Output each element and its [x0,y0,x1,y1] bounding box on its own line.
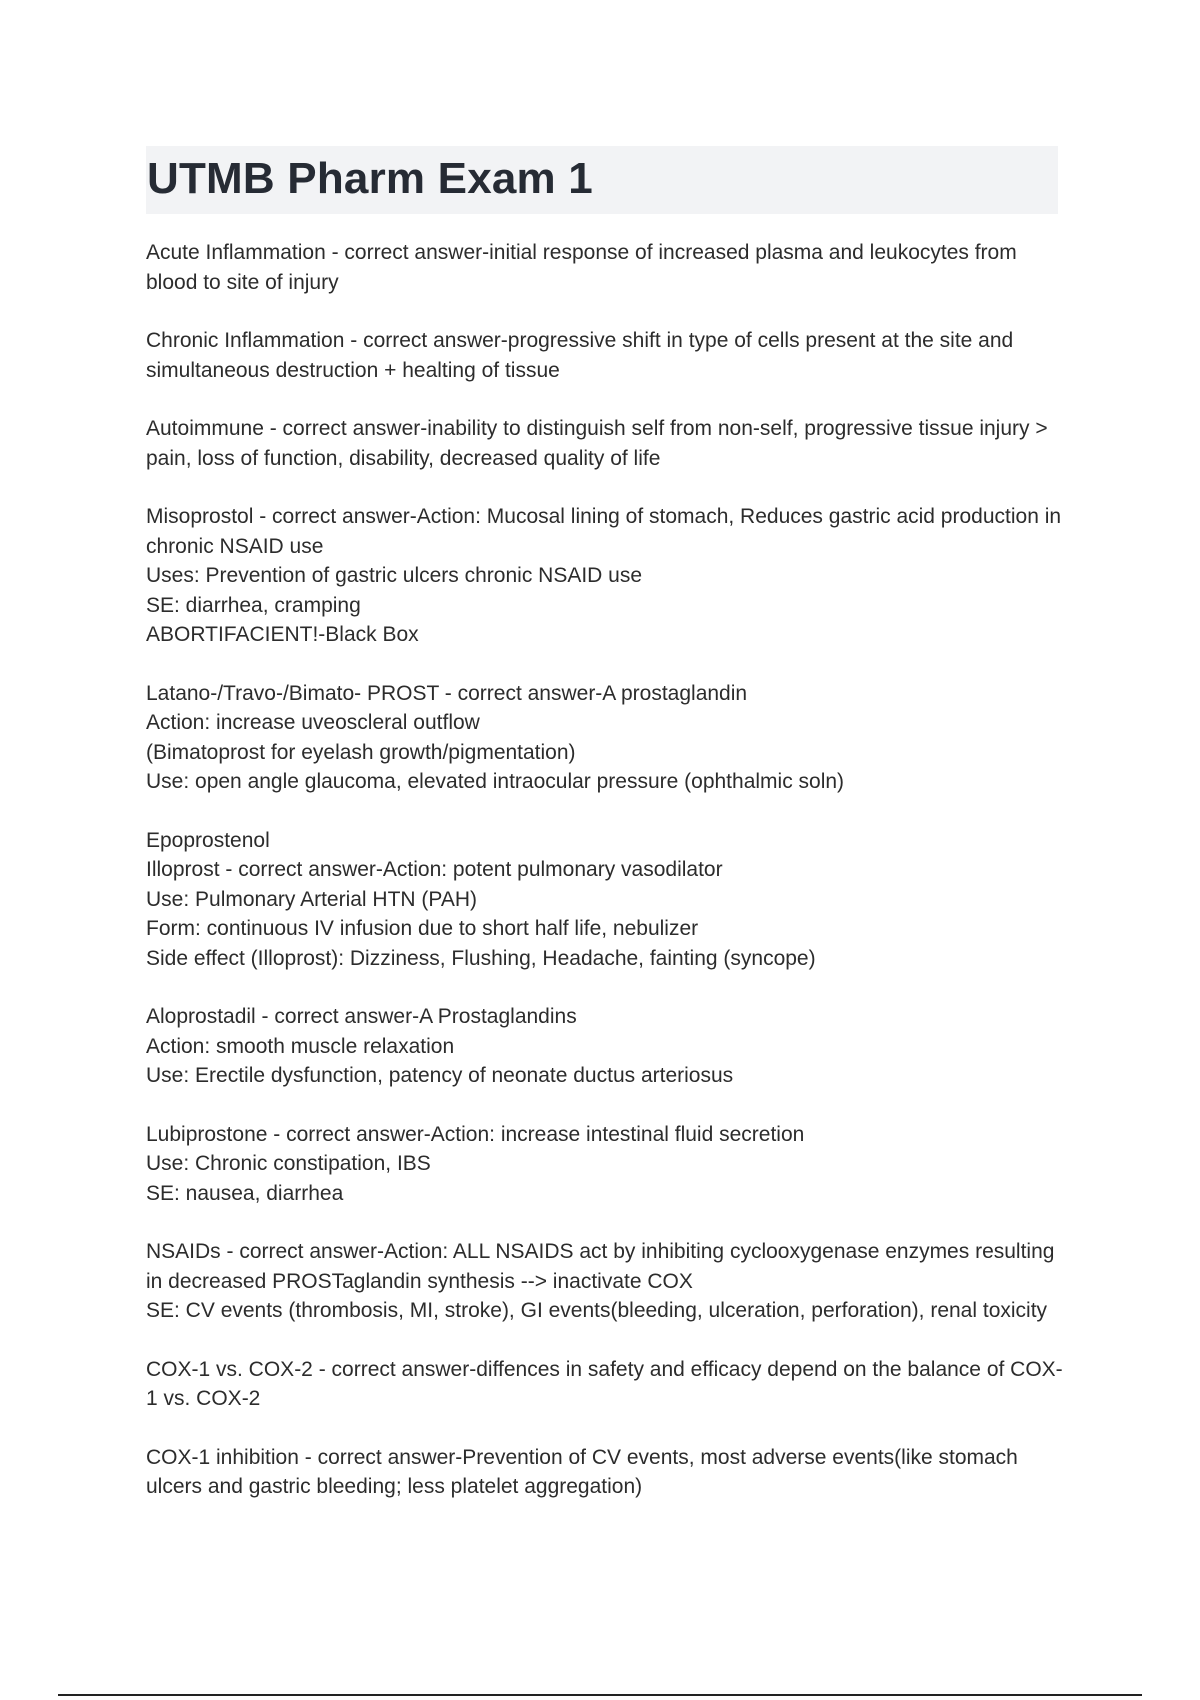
entry-line: (Bimatoprost for eyelash growth/pigmentation) [146,740,576,764]
term-entry-chronic-inflammation [146,326,1066,385]
entry-line: Uses: Prevention of gastric ulcers chronic NSAID use [146,564,643,587]
entry-line: Use: Chronic constipation, IBS [146,1152,431,1175]
entry-line: Misoprostol - correct answer-Action: Mucosal lining of stomach, Reduces gastric acid production in chronic NSAID use [146,505,1062,558]
entry-line: Epoprostenol [146,828,270,852]
entry-line: SE: diarrhea, cramping [146,593,361,617]
entry-line: Lubiprostone - correct answer-Action: increase intestinal fluid secretion [146,1122,805,1146]
term-entry-nsaids [146,1237,1066,1326]
entry-line: COX-1 inhibition - correct answer-Prevention of CV events, most adverse events(like stomach ulcers and gastric bleeding; less platelet aggregation) [146,1445,1018,1498]
entry-line: Chronic Inflammation - correct answer-progressive shift in type of cells present at the site and simultaneous destruction + healting of tissue [146,329,1014,382]
entry-line: Aloprostadil - correct answer-A Prostaglandins [146,1005,577,1028]
entry-line: Autoimmune - correct answer-inability to distinguish self from non-self, progressive tissue injury > pain, loss of function, disability, decreased quality of life [146,417,1048,470]
entry-line: Use: Erectile dysfunction, patency of neonate ductus arteriosus [146,1064,734,1087]
term-entry-acute-inflammation [146,238,1066,297]
entry-line: Latano-/Travo-/Bimato- PROST - correct answer-A prostaglandin [146,681,748,705]
entry-line: Action: smooth muscle relaxation [146,1034,455,1058]
entry-line: ABORTIFACIENT!-Black Box [146,623,419,646]
entry-line: Use: Pulmonary Arterial HTN (PAH) [146,887,478,911]
term-entry-autoimmune [146,414,1066,473]
entry-line: Acute Inflammation - correct answer-initial response of increased plasma and leukocytes from blood to site of injury [146,241,1017,294]
entry-line: NSAIDs - correct answer-Action: ALL NSAIDS act by inhibiting cyclooxygenase enzymes resulting in decreased PROSTaglandin synthesis --> inactivate COX [146,1240,1055,1293]
flashcard-list [146,238,1066,1531]
footer-divider [58,1694,1142,1696]
term-entry-misoprostol [146,502,1066,650]
entry-line: Use: open angle glaucoma, elevated intraocular pressure (ophthalmic soln) [146,770,845,793]
term-entry-cox1-vs-cox2 [146,1355,1066,1414]
term-entry-cox1-inhibition [146,1443,1066,1502]
entry-line: SE: nausea, diarrhea [146,1181,344,1205]
term-entry-epoprostenol-illoprost [146,826,1066,974]
entry-line: SE: CV events (thrombosis, MI, stroke), GI events(bleeding, ulceration, perforation), renal toxicity [146,1299,1048,1322]
term-entry-prostaglandin-analogs [146,679,1066,797]
term-entry-aloprostadil [146,1002,1066,1091]
entry-line: Illoprost - correct answer-Action: potent pulmonary vasodilator [146,858,723,881]
term-entry-lubiprostone [146,1120,1066,1209]
page-title: UTMB Pharm Exam 1 [147,154,593,203]
entry-line: Form: continuous IV infusion due to short half life, nebulizer [146,917,699,940]
entry-line: Action: increase uveoscleral outflow [146,711,480,734]
entry-line: COX-1 vs. COX-2 - correct answer-diffences in safety and efficacy depend on the balance of COX-1 vs. COX-2 [146,1357,1063,1410]
entry-line: Side effect (Illoprost): Dizziness, Flushing, Headache, fainting (syncope) [146,946,816,970]
title-banner [146,146,1058,214]
